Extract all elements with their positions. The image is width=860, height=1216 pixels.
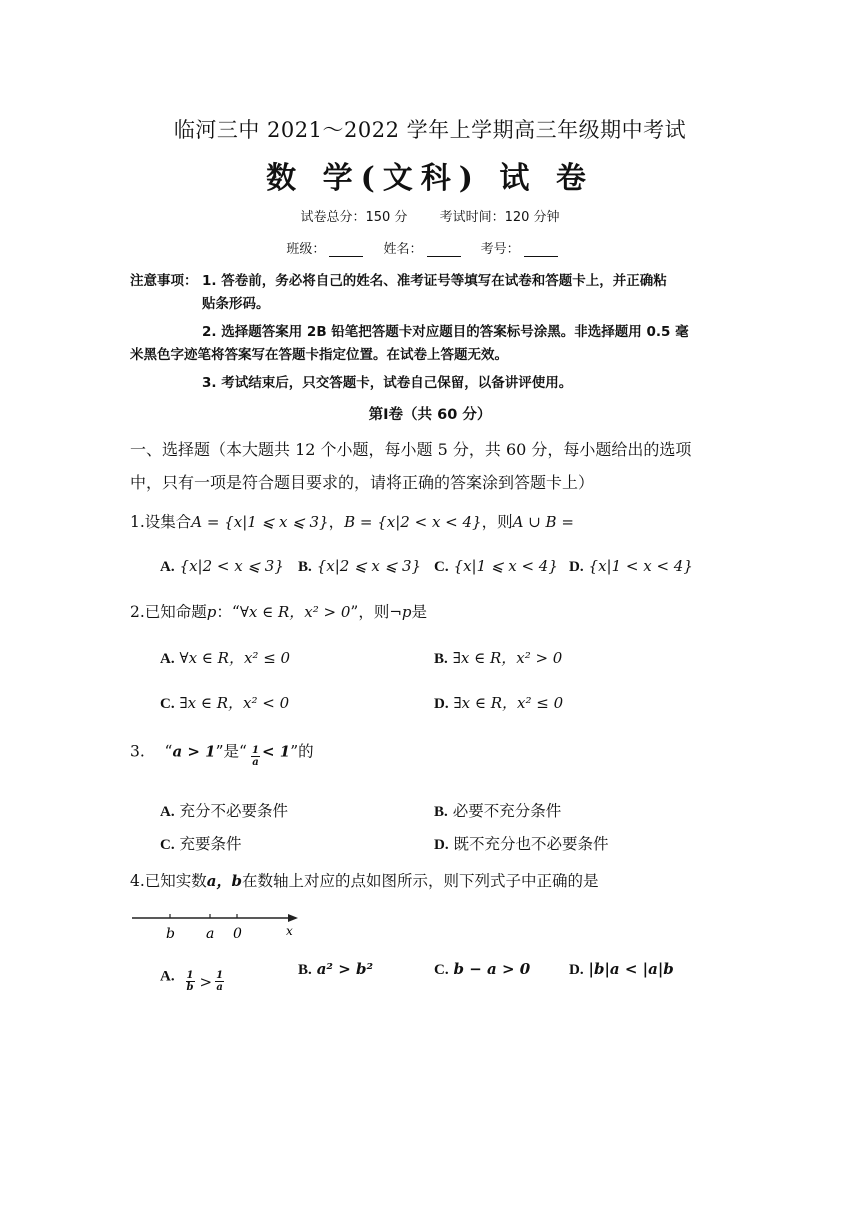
q1-ask: A ∪ B = bbox=[512, 513, 574, 531]
label-a: a bbox=[206, 926, 215, 942]
option-text: |b|a < |a|b bbox=[588, 960, 674, 978]
option-text: a² > b² bbox=[316, 960, 374, 978]
name-blank[interactable] bbox=[427, 244, 461, 257]
q2-prefix: 2.已知命题 bbox=[130, 603, 207, 621]
option-label: C. bbox=[434, 559, 449, 575]
q2-option-b[interactable] bbox=[434, 647, 562, 668]
label-b: b bbox=[166, 926, 175, 942]
option-text: {x|2 ⩽ x ⩽ 3} bbox=[316, 557, 422, 575]
option-label: D. bbox=[569, 962, 584, 978]
option-text: {x|1 ⩽ x < 4} bbox=[453, 557, 558, 575]
main-title: 数 学(文科) 试 卷 bbox=[266, 161, 594, 196]
q2-option-d[interactable] bbox=[434, 692, 563, 713]
question-1 bbox=[130, 510, 574, 532]
fraction-numerator: 1 bbox=[251, 745, 259, 756]
q1-set-a: A = {x|1 ⩽ x ⩽ 3} bbox=[191, 513, 329, 531]
fraction-numerator: 1 bbox=[216, 970, 224, 981]
option-label: A. bbox=[160, 804, 175, 820]
option-label: D. bbox=[434, 696, 449, 712]
label-zero: 0 bbox=[233, 926, 242, 942]
q3-number: 3. bbox=[130, 742, 145, 761]
option-label: A. bbox=[160, 651, 175, 667]
question-2 bbox=[130, 600, 427, 622]
option-text: ∃x ∈ R，x² ≤ 0 bbox=[453, 694, 564, 712]
total-score: 试卷总分：150 分 bbox=[300, 210, 408, 225]
notice-item2-line2: 米黑色字迹笔将答案写在答题卡指定位置。在试卷上答题无效。 bbox=[130, 347, 508, 363]
q3-cond2: < 1 bbox=[261, 742, 291, 761]
q2-suffix: 是 bbox=[411, 603, 428, 621]
notice-item1-line2: 贴条形码。 bbox=[202, 296, 270, 312]
option-text: ∃x ∈ R，x² < 0 bbox=[179, 694, 290, 712]
q4a-fraction-1 bbox=[186, 970, 195, 993]
q4-option-b[interactable] bbox=[298, 960, 373, 979]
option-text: ∀x ∈ R，x² ≤ 0 bbox=[179, 649, 291, 667]
exam-time: 考试时间：120 分钟 bbox=[439, 210, 560, 225]
q1-sep: ， bbox=[328, 513, 345, 531]
q1-option-d[interactable] bbox=[569, 557, 693, 576]
q2-open: ：“ bbox=[216, 603, 240, 621]
notice-item1-line1: 1. 答卷前，务必将自己的姓名、准考证号等填写在试卷和答题卡上，并正确粘 bbox=[202, 273, 667, 289]
q1-mid: ，则 bbox=[481, 513, 513, 531]
fraction-denominator: a bbox=[216, 982, 223, 993]
q3-open: “ bbox=[164, 742, 173, 761]
number-line-figure bbox=[130, 905, 310, 945]
q3-mid: ”是“ bbox=[215, 742, 247, 761]
option-label: B. bbox=[434, 651, 448, 667]
option-label: C. bbox=[160, 696, 175, 712]
option-label: C. bbox=[160, 837, 175, 853]
fraction-denominator: b bbox=[186, 982, 194, 993]
notice-heading: 注意事项： bbox=[130, 273, 198, 289]
q1-prefix: 1.设集合 bbox=[130, 513, 192, 531]
axis-arrow-icon bbox=[288, 914, 298, 922]
name-label: 姓名： bbox=[383, 242, 423, 257]
q2-negp: ¬p bbox=[389, 603, 412, 621]
q2-option-a[interactable] bbox=[160, 647, 290, 668]
q4-option-a[interactable] bbox=[160, 960, 224, 993]
q4a-fraction-2 bbox=[215, 970, 224, 993]
q4-vars: a，b bbox=[206, 872, 243, 890]
q3-option-d[interactable] bbox=[434, 832, 609, 854]
option-text: b − a > 0 bbox=[453, 960, 531, 978]
q2-statement: ∀x ∈ R，x² > 0 bbox=[239, 603, 351, 621]
q1-option-c[interactable] bbox=[434, 557, 558, 576]
option-text: 充分不必要条件 bbox=[179, 802, 289, 820]
q4-prefix: 4.已知实数 bbox=[130, 872, 207, 890]
exam-no-label: 考号： bbox=[480, 242, 520, 257]
q2-option-c[interactable] bbox=[160, 692, 289, 713]
student-fields bbox=[0, 238, 860, 257]
class-label: 班级： bbox=[286, 242, 326, 257]
option-label: B. bbox=[298, 559, 312, 575]
exam-no-blank[interactable] bbox=[524, 244, 558, 257]
school-title: 临河三中 2021～2022 学年上学期高三年级期中考试 bbox=[173, 118, 687, 142]
option-text: 必要不充分条件 bbox=[452, 802, 562, 820]
section-intro-line2: 中，只有一项是符合题目要求的，请将正确的答案涂到答题卡上） bbox=[130, 473, 595, 492]
exam-meta bbox=[0, 206, 860, 225]
q4-option-c[interactable] bbox=[434, 960, 530, 979]
option-label: C. bbox=[434, 962, 449, 978]
option-text: 充要条件 bbox=[179, 835, 242, 853]
notice-item2-line1: 2. 选择题答案用 2B 铅笔把答题卡对应题目的答案标号涂黑。非选择题用 0.5 毫 bbox=[202, 324, 689, 340]
option-label: B. bbox=[298, 962, 312, 978]
option-label: D. bbox=[434, 837, 449, 853]
q1-option-b[interactable] bbox=[298, 557, 421, 576]
option-text: {x|2 < x ⩽ 3} bbox=[179, 557, 284, 575]
q3-cond1: a > 1 bbox=[172, 742, 216, 761]
question-4 bbox=[130, 869, 599, 891]
option-label: A. bbox=[160, 968, 175, 985]
class-blank[interactable] bbox=[329, 244, 363, 257]
q1-set-b: B = {x|2 < x < 4} bbox=[344, 513, 482, 531]
option-text: {x|1 < x < 4} bbox=[588, 557, 693, 575]
q1-option-a[interactable] bbox=[160, 557, 284, 576]
q2-p: p bbox=[206, 603, 217, 621]
option-text: 既不充分也不必要条件 bbox=[453, 835, 609, 853]
q3-close: ”的 bbox=[290, 742, 314, 761]
section-heading: 第Ⅰ卷（共 60 分） bbox=[368, 407, 492, 423]
q3-fraction bbox=[251, 745, 260, 768]
fraction-numerator: 1 bbox=[186, 970, 194, 981]
option-label: B. bbox=[434, 804, 448, 820]
q3-option-b[interactable] bbox=[434, 799, 561, 821]
option-label: A. bbox=[160, 559, 175, 575]
label-x: x bbox=[286, 924, 293, 938]
section-intro-line1: 一、选择题（本大题共 12 个小题，每小题 5 分，共 60 分，每小题给出的选项 bbox=[130, 440, 692, 459]
question-3 bbox=[130, 737, 314, 768]
option-label: D. bbox=[569, 559, 584, 575]
q4-option-d[interactable] bbox=[569, 960, 674, 979]
q3-option-c[interactable] bbox=[160, 832, 242, 854]
q2-close: ”，则 bbox=[350, 603, 390, 621]
option-text: ∃x ∈ R，x² > 0 bbox=[452, 649, 563, 667]
notice-item3: 3. 考试结束后，只交答题卡，试卷自己保留，以备讲评使用。 bbox=[202, 375, 573, 391]
q3-option-a[interactable] bbox=[160, 799, 288, 821]
q4a-operator: > bbox=[199, 972, 213, 991]
fraction-denominator: a bbox=[252, 757, 259, 768]
q4-suffix: 在数轴上对应的点如图所示，则下列式子中正确的是 bbox=[242, 872, 599, 890]
